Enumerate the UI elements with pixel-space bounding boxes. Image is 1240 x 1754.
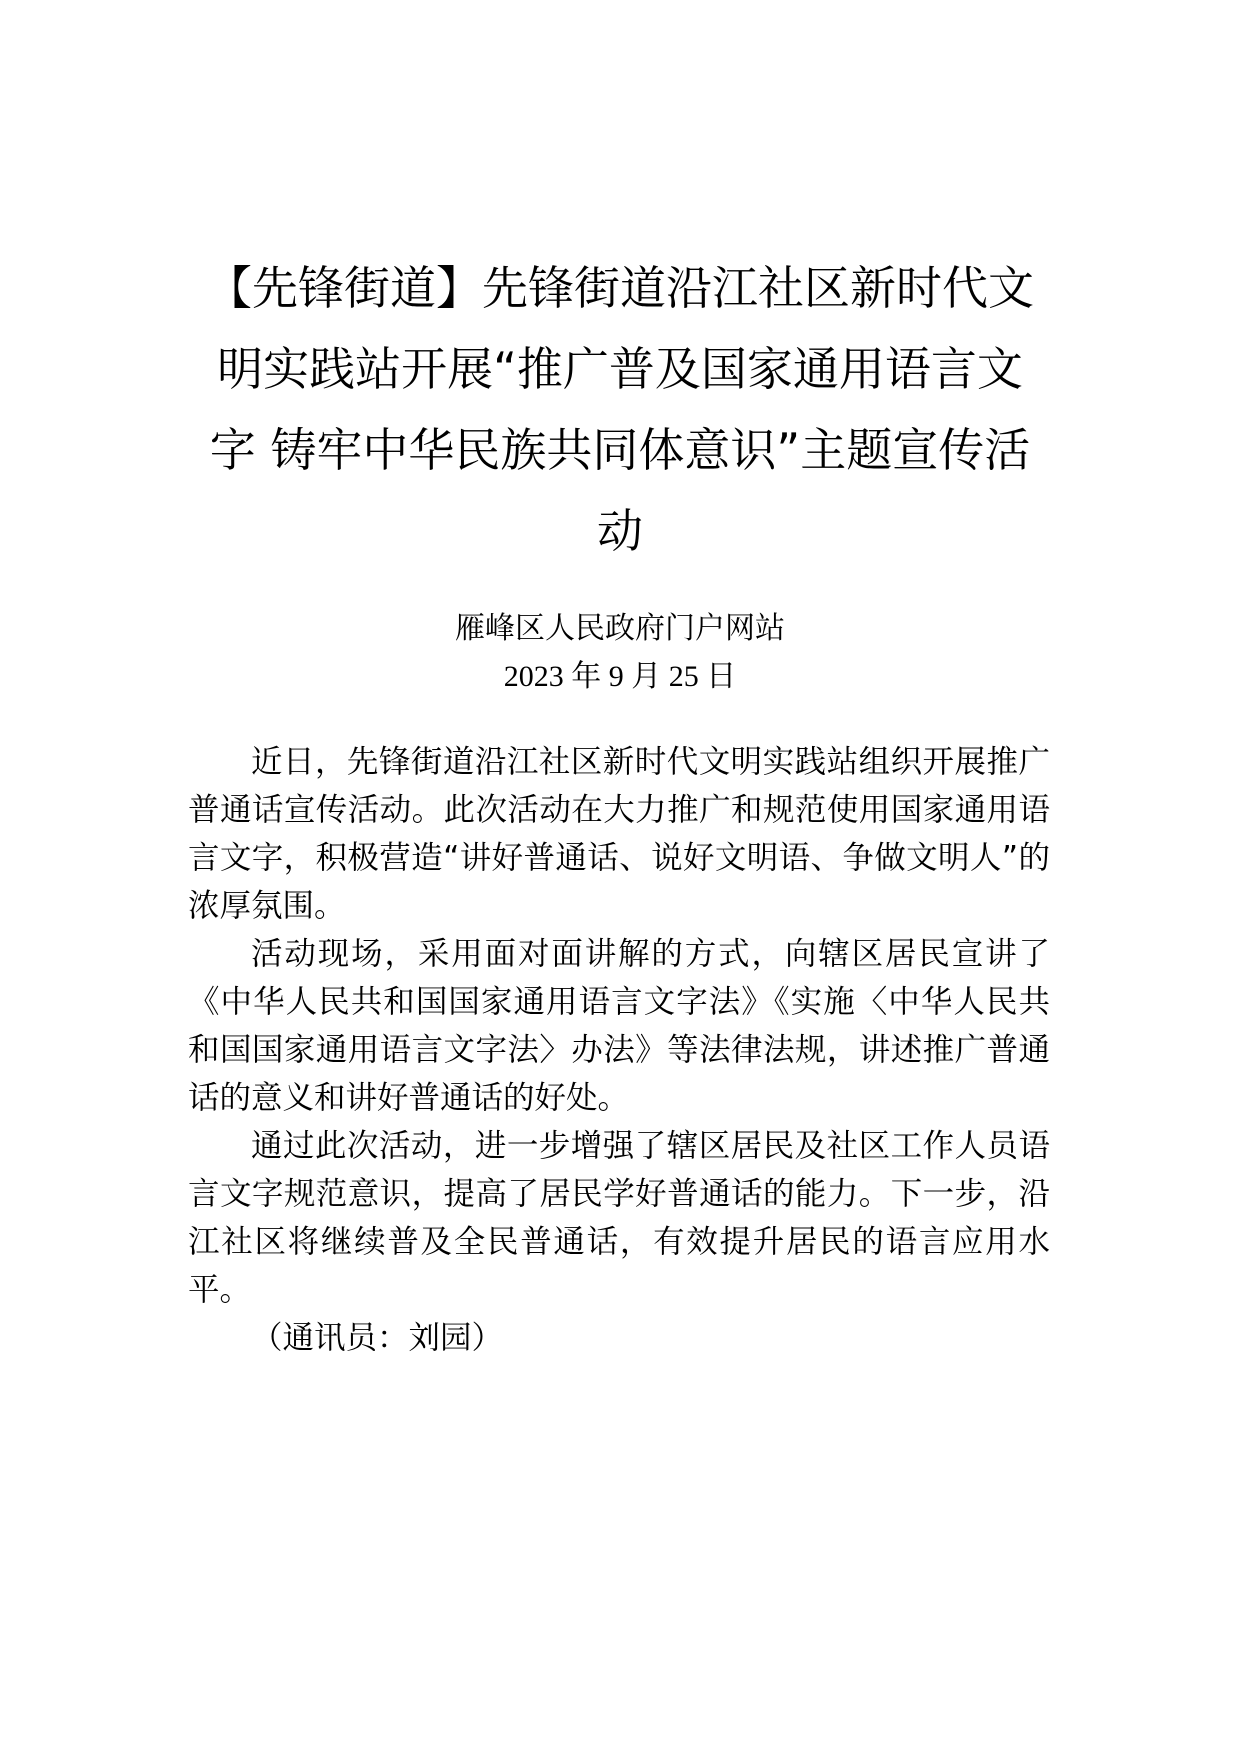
body-paragraph: 通过此次活动，进一步增强了辖区居民及社区工作人员语言文字规范意识，提高了居民学好普通话的能力。下一步，沿江社区将继续普及全民普通话，有效提升居民的语言应用水平。 (188, 1128, 1050, 1308)
article-body (188, 738, 1050, 1362)
body-paragraph: 活动现场，采用面对面讲解的方式，向辖区居民宣讲了《中华人民共和国国家通用语言文字法》《实施〈中华人民共和国国家通用语言文字法〉办法》等法律法规，讲述推广普通话的意义和讲好普通话的好处。 (188, 936, 1050, 1116)
correspondent-signature: （通讯员：刘园） (251, 1320, 504, 1356)
body-paragraph: 近日，先锋街道沿江社区新时代文明实践站组织开展推广普通话宣传活动。此次活动在大力推广和规范使用国家通用语言文字，积极营造“讲好普通话、说好文明语、争做文明人”的浓厚氛围。 (188, 744, 1050, 924)
article-source: 雁峰区人民政府门户网站 (455, 611, 785, 646)
article-date: 2023 年 9 月 25 日 (503, 660, 737, 693)
article-title: 【先锋街道】先锋街道沿江社区新时代文明实践站开展“推广普及国家通用语言文字 铸牢中华民族共同体意识”主题宣传活动 (206, 261, 1034, 558)
